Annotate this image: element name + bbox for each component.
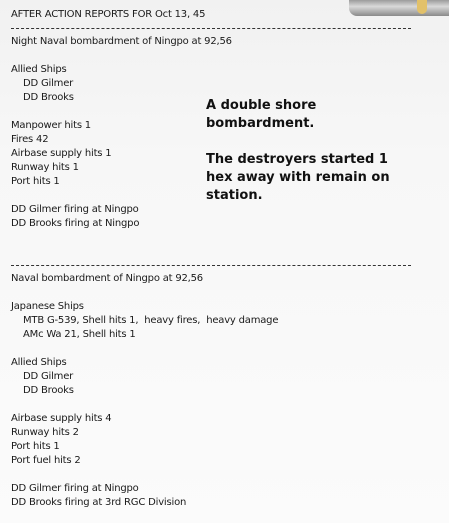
report1-result: Manpower hits 1 <box>11 120 91 131</box>
report2-firing: DD Gilmer firing at Ningpo <box>11 483 139 494</box>
report2-allied-ship: DD Brooks <box>23 385 74 396</box>
report2-title: Naval bombardment of Ningpo at 92,56 <box>11 273 203 284</box>
report1-result: Port hits 1 <box>11 176 60 187</box>
report2-firing: DD Brooks firing at 3rd RGC Division <box>11 497 187 508</box>
report-header: AFTER ACTION REPORTS FOR Oct 13, 45 <box>11 9 206 20</box>
report1-result: Runway hits 1 <box>11 162 79 173</box>
report1-result: Airbase supply hits 1 <box>11 148 112 159</box>
note-paragraph: The destroyers started 1 hex away with remain on station. <box>206 152 390 203</box>
report2-japanese-label: Japanese Ships <box>11 301 84 312</box>
report2-allied-label: Allied Ships <box>11 357 67 368</box>
report2-result: Port hits 1 <box>11 441 60 452</box>
report1-allied-ship: DD Gilmer <box>23 78 74 89</box>
report1-allied-label: Allied Ships <box>11 64 67 75</box>
report1-firing: DD Brooks firing at Ningpo <box>11 218 140 229</box>
report1-allied-ship: DD Brooks <box>23 92 74 103</box>
report2-result: Runway hits 2 <box>11 427 79 438</box>
report2-allied-ship: DD Gilmer <box>23 371 74 382</box>
report1-result: Fires 42 <box>11 134 49 145</box>
annotation-note <box>206 97 406 205</box>
combat-report <box>11 8 431 510</box>
separator-middle <box>11 265 411 266</box>
report1-title: Night Naval bombardment of Ningpo at 92,56 <box>11 36 232 47</box>
separator-top <box>11 28 411 29</box>
report1-firing: DD Gilmer firing at Ningpo <box>11 204 139 215</box>
report2-result: Airbase supply hits 4 <box>11 413 112 424</box>
note-paragraph: A double shore bombardment. <box>206 98 317 131</box>
report2-result: Port fuel hits 2 <box>11 455 81 466</box>
report2-japanese-ship: MTB G-539, Shell hits 1, heavy fires, heavy damage <box>23 315 279 326</box>
report2-japanese-ship: AMc Wa 21, Shell hits 1 <box>23 329 136 340</box>
